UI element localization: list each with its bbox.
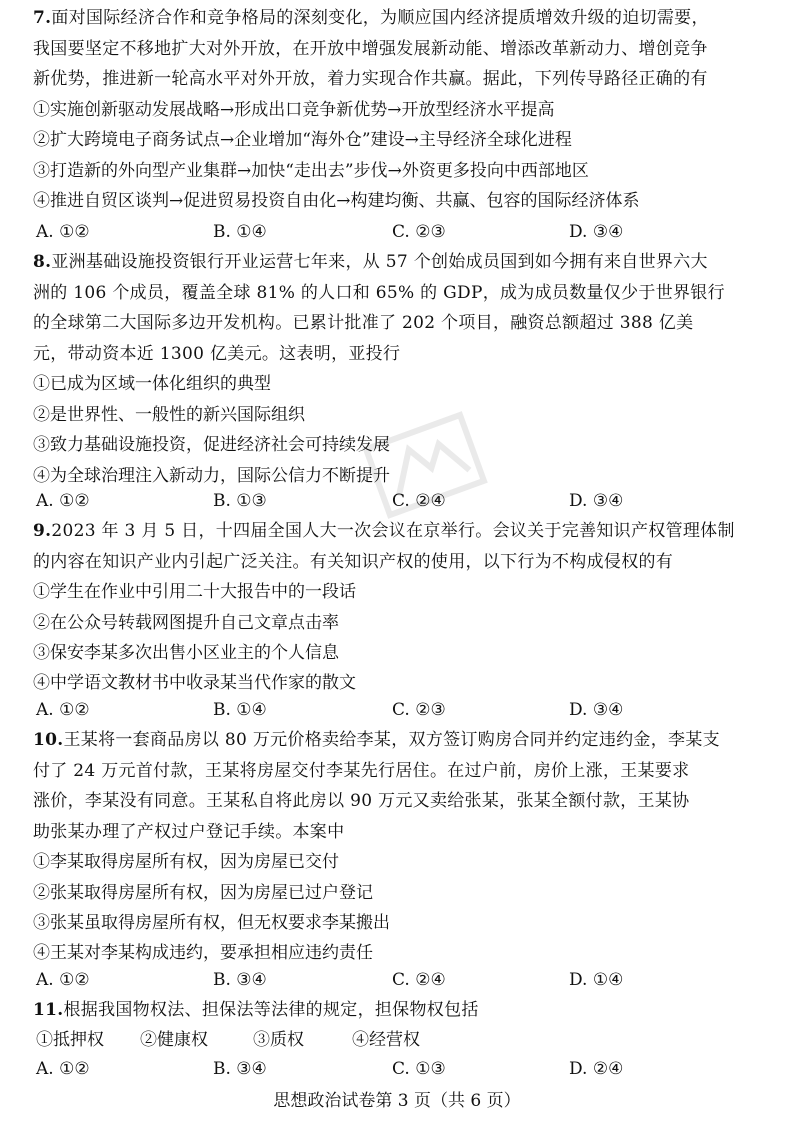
question-10-number: 10. bbox=[33, 730, 64, 750]
question-8-item-1: ①已成为区域一体化组织的典型 bbox=[33, 374, 271, 394]
question-8-stem-line-2: 洲的 106 个成员，覆盖全球 81% 的人口和 65% 的 GDP，成为成员数量仅少于世界银行 bbox=[33, 283, 725, 303]
question-10-option-c[interactable]: C. ②④ bbox=[392, 970, 446, 990]
question-9-option-d[interactable]: D. ③④ bbox=[569, 700, 624, 720]
question-11-item-1: ①抵押权 bbox=[36, 1030, 104, 1050]
question-8-stem-line-3: 的全球第二大国际多边开发机构。已累计批准了 202 个项目，融资总额超过 388 亿美 bbox=[33, 313, 694, 333]
question-7-option-d[interactable]: D. ③④ bbox=[569, 222, 624, 242]
question-7-option-a[interactable]: A. ①② bbox=[36, 222, 90, 242]
question-8-item-3: ③致力基础设施投资，促进经济社会可持续发展 bbox=[33, 435, 390, 455]
question-11-item-2: ②健康权 bbox=[140, 1030, 208, 1050]
question-11-number: 11. bbox=[33, 1000, 64, 1020]
question-9-stem-line-1 bbox=[33, 520, 735, 542]
stem-text: 根据我国物权法、担保法等法律的规定，担保物权包括 bbox=[63, 1000, 479, 1020]
question-7-item-4: ④推进自贸区谈判→促进贸易投资自由化→构建均衡、共赢、包容的国际经济体系 bbox=[33, 191, 640, 211]
question-10-stem-line-3: 涨价，李某没有同意。王某私自将此房以 90 万元又卖给张某，张某全额付款，王某协 bbox=[33, 791, 690, 811]
stem-text: 王某将一套商品房以 80 万元价格卖给李某，双方签订购房合同并约定违约金，李某支 bbox=[63, 730, 720, 750]
question-7-item-2: ②扩大跨境电子商务试点→企业增加“海外仓”建设→主导经济全球化进程 bbox=[33, 130, 572, 150]
question-7-number: 7. bbox=[33, 8, 52, 28]
question-7-stem-line-3: 新优势，推进新一轮高水平对外开放，着力实现合作共赢。据此，下列传导路径正确的有 bbox=[33, 69, 708, 89]
question-8-option-c[interactable]: C. ②④ bbox=[392, 491, 446, 511]
question-7-option-c[interactable]: C. ②③ bbox=[392, 222, 446, 242]
question-10-item-1: ①李某取得房屋所有权，因为房屋已交付 bbox=[33, 852, 339, 872]
question-9-option-c[interactable]: C. ②③ bbox=[392, 700, 446, 720]
question-9-item-2: ②在公众号转载网图提升自己文章点击率 bbox=[33, 613, 339, 633]
question-10-stem-line-4: 助张某办理了产权过户登记手续。本案中 bbox=[33, 822, 345, 842]
question-11-stem-line-1 bbox=[33, 999, 479, 1021]
question-9-item-3: ③保安李某多次出售小区业主的个人信息 bbox=[33, 643, 339, 663]
question-10-option-b[interactable]: B. ③④ bbox=[213, 970, 267, 990]
question-11-option-b[interactable]: B. ③④ bbox=[213, 1059, 267, 1079]
stem-text: 面对国际经济合作和竞争格局的深刻变化，为顺应国内经济提质增效升级的迫切需要， bbox=[51, 8, 709, 28]
stem-text: 亚洲基础设施投资银行开业运营七年来，从 57 个创始成员国到如今拥有来自世界六大 bbox=[51, 252, 708, 272]
question-7-item-3: ③打造新的外向型产业集群→加快“走出去”步伐→外资更多投向中西部地区 bbox=[33, 161, 589, 181]
question-10-item-4: ④王某对李某构成违约，要承担相应违约责任 bbox=[33, 943, 373, 963]
question-10-item-2: ②张某取得房屋所有权，因为房屋已过户登记 bbox=[33, 883, 373, 903]
question-8-stem-line-1 bbox=[33, 251, 708, 273]
question-8-stem-line-4: 元，带动资本近 1300 亿美元。这表明，亚投行 bbox=[33, 344, 401, 364]
question-9-stem-line-2: 的内容在知识产业内引起广泛关注。有关知识产权的使用，以下行为不构成侵权的有 bbox=[33, 552, 674, 572]
question-7-stem-line-1 bbox=[33, 7, 709, 29]
question-8-option-d[interactable]: D. ③④ bbox=[569, 491, 624, 511]
question-7-item-1: ①实施创新驱动发展战略→形成出口竞争新优势→开放型经济水平提高 bbox=[33, 100, 555, 120]
question-9-option-a[interactable]: A. ①② bbox=[36, 700, 90, 720]
watermark-icon bbox=[358, 404, 492, 526]
question-9-option-b[interactable]: B. ①④ bbox=[213, 700, 267, 720]
question-11-option-d[interactable]: D. ②④ bbox=[569, 1059, 624, 1079]
stem-text: 2023 年 3 月 5 日，十四届全国人大一次会议在京举行。会议关于完善知识产权管理体制 bbox=[51, 521, 735, 541]
question-9-item-1: ①学生在作业中引用二十大报告中的一段话 bbox=[33, 582, 356, 602]
question-11-item-3: ③质权 bbox=[253, 1030, 304, 1050]
question-10-stem-line-1 bbox=[33, 729, 720, 751]
question-8-option-b[interactable]: B. ①③ bbox=[213, 491, 267, 511]
question-11-option-c[interactable]: C. ①③ bbox=[392, 1059, 446, 1079]
question-10-option-d[interactable]: D. ①④ bbox=[569, 970, 624, 990]
question-8-item-2: ②是世界性、一般性的新兴国际组织 bbox=[33, 405, 305, 425]
question-7-stem-line-2: 我国要坚定不移地扩大对外开放，在开放中增强发展新动能、增添改革新动力、增创竞争 bbox=[33, 39, 708, 59]
question-8-option-a[interactable]: A. ①② bbox=[36, 491, 90, 511]
question-7-option-b[interactable]: B. ①④ bbox=[213, 222, 267, 242]
question-10-option-a[interactable]: A. ①② bbox=[36, 970, 90, 990]
question-9-item-4: ④中学语文教材书中收录某当代作家的散文 bbox=[33, 673, 356, 693]
question-11-item-4: ④经营权 bbox=[352, 1030, 420, 1050]
question-8-number: 8. bbox=[33, 252, 52, 272]
question-9-number: 9. bbox=[33, 521, 52, 541]
question-8-item-4: ④为全球治理注入新动力，国际公信力不断提升 bbox=[33, 466, 390, 486]
question-11-option-a[interactable]: A. ①② bbox=[36, 1059, 90, 1079]
page-footer: 思想政治试卷第 3 页（共 6 页） bbox=[273, 1091, 521, 1111]
question-10-item-3: ③张某虽取得房屋所有权，但无权要求李某搬出 bbox=[33, 913, 390, 933]
question-10-stem-line-2: 付了 24 万元首付款，王某将房屋交付李某先行居住。在过户前，房价上涨，王某要求 bbox=[33, 761, 690, 781]
